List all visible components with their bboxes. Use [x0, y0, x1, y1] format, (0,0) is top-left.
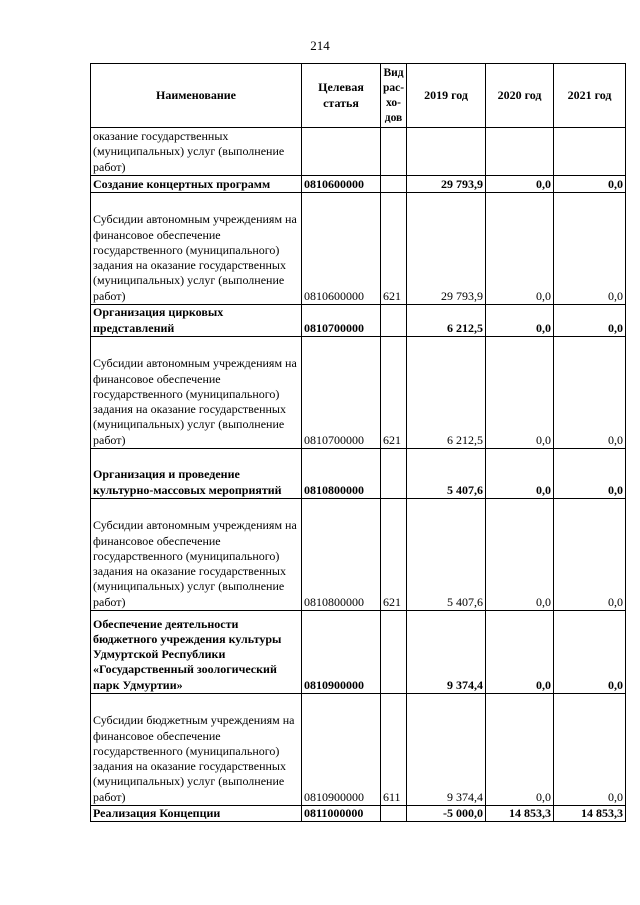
header-2021: 2021 год — [554, 64, 626, 128]
row-2019: 6 212,5 — [407, 305, 486, 337]
row-2021: 0,0 — [554, 611, 626, 694]
row-2020: 0,0 — [486, 499, 554, 611]
row-2020: 0,0 — [486, 305, 554, 337]
row-type — [381, 176, 407, 193]
row-2019: 9 374,4 — [407, 611, 486, 694]
row-name: Создание концертных программ — [91, 176, 302, 193]
row-code: 0810600000 — [302, 176, 381, 193]
row-2020: 0,0 — [486, 337, 554, 449]
budget-table — [90, 63, 626, 822]
page-number: 214 — [310, 38, 330, 53]
table-row — [91, 337, 626, 449]
row-code: 0810800000 — [302, 499, 381, 611]
row-2019: 5 407,6 — [407, 499, 486, 611]
row-2019: 9 374,4 — [407, 694, 486, 806]
row-type — [381, 449, 407, 499]
row-2019: 6 212,5 — [407, 337, 486, 449]
row-2021: 14 853,3 — [554, 806, 626, 822]
table-row — [91, 176, 626, 193]
row-2020: 14 853,3 — [486, 806, 554, 822]
row-code: 0810600000 — [302, 193, 381, 305]
row-code: 0810900000 — [302, 694, 381, 806]
table-row — [91, 193, 626, 305]
row-2021: 0,0 — [554, 337, 626, 449]
row-2020: 0,0 — [486, 193, 554, 305]
row-2021: 0,0 — [554, 499, 626, 611]
row-name: Субсидии автономным учреждениям на финансовое обеспечение государственного (муниципального) задания на оказание государственных (муниципальных) услуг (выполнение работ) — [91, 337, 302, 449]
row-2021: 0,0 — [554, 449, 626, 499]
header-name: Наименование — [91, 64, 302, 128]
row-2021: 0,0 — [554, 176, 626, 193]
row-type — [381, 305, 407, 337]
row-name: оказание государственных (муниципальных) услуг (выполнение работ) — [91, 128, 302, 176]
row-2019: 29 793,9 — [407, 176, 486, 193]
header-target-article: Целевая статья — [302, 64, 381, 128]
row-type: 621 — [381, 499, 407, 611]
row-type — [381, 806, 407, 822]
table-row — [91, 128, 626, 176]
row-code: 0811000000 — [302, 806, 381, 822]
row-name: Реализация Концепции — [91, 806, 302, 822]
row-2021: 0,0 — [554, 694, 626, 806]
row-2019: 5 407,6 — [407, 449, 486, 499]
row-2019 — [407, 128, 486, 176]
table-row — [91, 806, 626, 822]
row-code — [302, 128, 381, 176]
table-row — [91, 694, 626, 806]
row-name: Субсидии автономным учреждениям на финансовое обеспечение государственного (муниципального) задания на оказание государственных (муниципальных) услуг (выполнение работ) — [91, 193, 302, 305]
row-2020: 0,0 — [486, 694, 554, 806]
row-2021 — [554, 128, 626, 176]
header-2020: 2020 год — [486, 64, 554, 128]
table-row — [91, 499, 626, 611]
row-code: 0810800000 — [302, 449, 381, 499]
row-2021: 0,0 — [554, 305, 626, 337]
row-2020: 0,0 — [486, 611, 554, 694]
row-name: Субсидии бюджетным учреждениям на финансовое обеспечение государственного (муниципального) задания на оказание государственных (муниципальных) услуг (выполнение работ) — [91, 694, 302, 806]
row-type: 621 — [381, 193, 407, 305]
row-code: 0810700000 — [302, 305, 381, 337]
row-2019: 29 793,9 — [407, 193, 486, 305]
header-expense-type: Вид рас-хо-дов — [381, 64, 407, 128]
row-2021: 0,0 — [554, 193, 626, 305]
row-type: 611 — [381, 694, 407, 806]
table-row — [91, 449, 626, 499]
table-row — [91, 611, 626, 694]
row-2020: 0,0 — [486, 176, 554, 193]
row-name: Субсидии автономным учреждениям на финансовое обеспечение государственного (муниципального) задания на оказание государственных (муниципальных) услуг (выполнение работ) — [91, 499, 302, 611]
table-row — [91, 305, 626, 337]
row-type — [381, 128, 407, 176]
row-type — [381, 611, 407, 694]
header-2019: 2019 год — [407, 64, 486, 128]
row-name: Обеспечение деятельности бюджетного учреждения культуры Удмуртской Республики «Государственный зоологический парк Удмуртии» — [91, 611, 302, 694]
row-2019: -5 000,0 — [407, 806, 486, 822]
row-name: Организация и проведение культурно-массовых мероприятий — [91, 449, 302, 499]
row-type: 621 — [381, 337, 407, 449]
row-name: Организация цирковых представлений — [91, 305, 302, 337]
row-code: 0810700000 — [302, 337, 381, 449]
row-2020 — [486, 128, 554, 176]
row-2020: 0,0 — [486, 449, 554, 499]
row-code: 0810900000 — [302, 611, 381, 694]
table-header-row — [91, 64, 626, 128]
